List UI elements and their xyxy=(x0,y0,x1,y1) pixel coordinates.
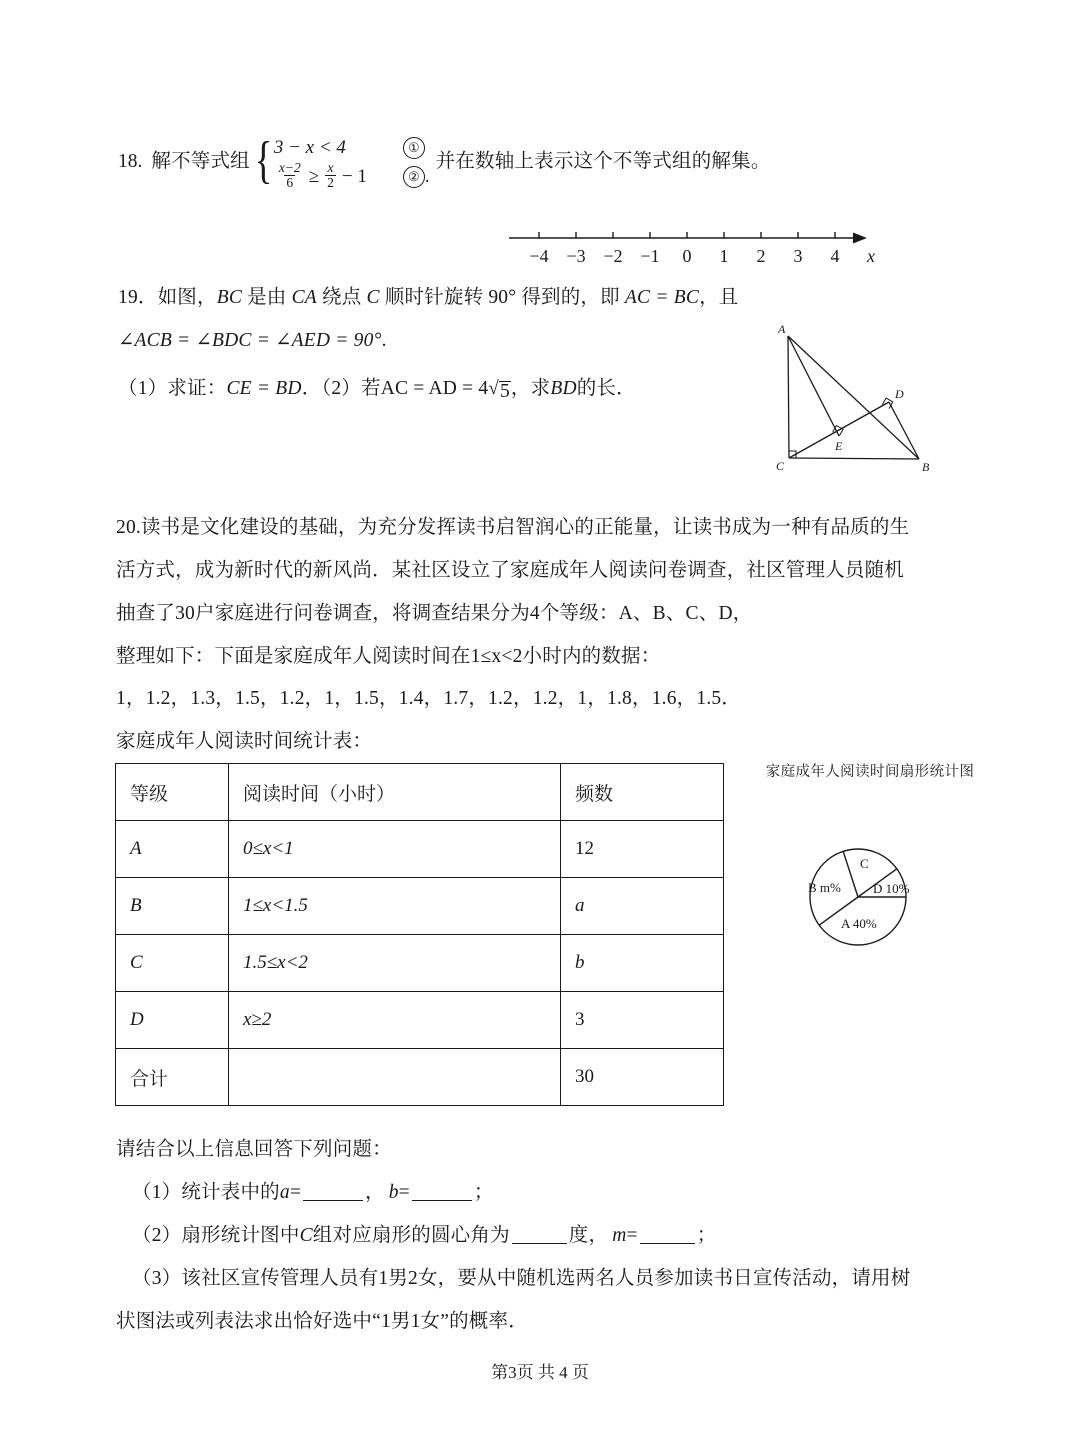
axis-ticks xyxy=(539,232,835,238)
q18-lead-text: 解不等式组 xyxy=(151,151,250,173)
point-c: C xyxy=(366,287,380,308)
cell-grade: A xyxy=(116,821,229,878)
q20-sub-question-3-line-1: （3）该社区宣传管理人员有1男2女，要从中随机选两名人员参加读书日宣传活动，请用树 xyxy=(132,1267,911,1289)
fraction-denominator: 6 xyxy=(286,175,294,190)
cell-total-frequency: 30 xyxy=(561,1049,724,1106)
radius-108deg xyxy=(843,851,858,897)
slice-label-C: C xyxy=(860,856,869,871)
label-B: B xyxy=(922,460,930,474)
relation-symbol: ≥ xyxy=(308,165,320,187)
equals-sign: = xyxy=(626,1224,638,1246)
cell-frequency: 3 xyxy=(561,992,724,1049)
marker-slot-2 xyxy=(403,162,430,191)
table-row xyxy=(116,878,724,935)
q20-sub-question-3-line-2: 状图法或列表法求出恰好选中“1男1女”的概率． xyxy=(116,1310,528,1332)
left-brace-glyph: { xyxy=(254,131,273,189)
axis-arrowhead xyxy=(853,233,867,244)
fraction-x-minus-2-over-6 xyxy=(277,161,303,190)
q18-number-line-figure xyxy=(505,218,877,270)
circled-number-1: ① xyxy=(403,137,425,159)
pie-chart-figure xyxy=(752,760,988,960)
q18-system xyxy=(251,133,367,191)
cell-total-range xyxy=(229,1049,561,1106)
pie-chart-svg xyxy=(752,785,988,960)
tick-label: 3 xyxy=(793,246,803,266)
cell-grade: C xyxy=(116,935,229,992)
circled-number-2: ② xyxy=(403,166,425,188)
q20-paragraph-line: 抽查了30户家庭进行问卷调查，将调查结果分为4个等级：A、B、C、D， xyxy=(116,602,753,624)
cell-frequency: a xyxy=(561,878,724,935)
column-header-reading-time: 阅读时间（小时） xyxy=(229,764,561,821)
equals-sign: = xyxy=(398,1181,410,1203)
table-total-row xyxy=(116,1049,724,1106)
q18-number: 18. xyxy=(118,151,143,172)
cell-frequency: b xyxy=(561,935,724,992)
question-19-line-1 xyxy=(118,288,738,308)
q19-text: ，求 xyxy=(510,378,551,399)
variable-a: a xyxy=(279,1181,290,1203)
cell-total-label: 合计 xyxy=(116,1049,229,1106)
q20-prompt: 请结合以上信息回答下列问题： xyxy=(116,1138,392,1160)
column-header-frequency: 频数 xyxy=(561,764,724,821)
q19-text: ，且 xyxy=(699,287,739,308)
fraction-numerator: x−2 xyxy=(278,159,301,175)
question-18 xyxy=(118,133,771,191)
table-row xyxy=(116,935,724,992)
q18-equations xyxy=(274,133,367,191)
inequality-tail: − 1 xyxy=(341,165,367,187)
q18-tail-text: 并在数轴上表示这个不等式组的解集。 xyxy=(435,151,771,173)
question-19-geometry-figure xyxy=(752,318,952,478)
answer-blank-b[interactable] xyxy=(412,1185,472,1201)
q18-period: . xyxy=(424,165,430,187)
relation-ac-bc: AC = BC xyxy=(624,287,700,308)
question-19-line-3 xyxy=(118,379,636,401)
pie-slice-labels xyxy=(808,856,910,931)
q18-inequality-1: 3 − x < 4 xyxy=(273,136,346,158)
tick-label: −2 xyxy=(603,246,623,266)
ac-ad-value: AC = AD = 4 xyxy=(380,378,489,399)
sub1-text: （1）统计表中的 xyxy=(132,1181,280,1203)
cell-range: 0≤x<1 xyxy=(229,821,561,878)
q19-subquestion-2: ．（2）若 xyxy=(301,378,381,399)
q20-sub-question-1 xyxy=(132,1171,910,1214)
q19-text: 19．如图， xyxy=(118,287,217,308)
slice-label-D: D 10% xyxy=(873,881,910,896)
marker-slot-1 xyxy=(403,133,430,162)
sub2-end: ； xyxy=(696,1224,717,1246)
separator: ， xyxy=(365,1181,385,1203)
sub2-text: （2）扇形统计图中 xyxy=(132,1224,300,1246)
q19-text: 是由 xyxy=(242,287,292,308)
segment-AE xyxy=(788,336,839,436)
question-20 xyxy=(116,506,909,763)
tick-label: 0 xyxy=(682,246,692,266)
cell-grade: D xyxy=(116,992,229,1049)
table-row xyxy=(116,821,724,878)
fraction-numerator: x xyxy=(327,159,334,175)
q18-statement-row xyxy=(118,133,771,191)
segment-ca: CA xyxy=(291,287,317,308)
label-E: E xyxy=(835,439,843,453)
tick-label: −3 xyxy=(566,246,586,266)
answer-blank-m[interactable] xyxy=(640,1228,695,1244)
tick-label: 2 xyxy=(756,246,766,266)
number-line-svg xyxy=(505,218,877,270)
segment-bc: BC xyxy=(216,287,243,308)
sub1-end: ； xyxy=(473,1181,494,1203)
reading-time-statistics-table xyxy=(115,763,724,1106)
column-header-grade: 等级 xyxy=(116,764,229,821)
question-19-line-2 xyxy=(118,331,387,351)
q20-table-caption: 家庭成年人阅读时间统计表： xyxy=(116,730,373,752)
tick-label: −4 xyxy=(529,246,549,266)
variable-m: m xyxy=(612,1224,627,1246)
tick-label: 1 xyxy=(719,246,729,266)
geometry-svg xyxy=(752,318,952,478)
pie-chart-title: 家庭成年人阅读时间扇形统计图 xyxy=(765,764,975,780)
q20-paragraph-line: 20.读书是文化建设的基础，为充分发挥读书启智润心的正能量，让读书成为一种有品质的生 xyxy=(116,516,910,538)
segment-bd: BD xyxy=(550,378,577,399)
q19-text: 绕点 xyxy=(316,287,367,308)
fraction-denominator: 2 xyxy=(327,175,334,190)
label-A: A xyxy=(778,322,786,336)
fraction-x-over-2 xyxy=(325,161,336,190)
cell-grade: B xyxy=(116,878,229,935)
cell-frequency: 12 xyxy=(561,821,724,878)
q20-sub-question-2 xyxy=(132,1214,910,1257)
tick-label: −1 xyxy=(640,246,660,266)
segment-DB xyxy=(889,402,919,459)
cell-range: x≥2 xyxy=(229,992,561,1049)
slice-label-B: B m% xyxy=(808,880,841,895)
vertex-labels xyxy=(776,322,930,474)
table-row xyxy=(116,992,724,1049)
q20-paragraph-line: 整理如下：下面是家庭成年人阅读时间在1≤x<2小时内的数据： xyxy=(116,645,661,667)
axis-variable-label: x xyxy=(867,246,875,266)
axis-tick-labels xyxy=(529,246,839,266)
q19-subquestion-1: （1）求证： xyxy=(118,378,227,399)
label-D: D xyxy=(895,387,904,401)
radical-sign: √ xyxy=(488,378,499,399)
q19-text: 顺时针旋转 90° 得到的，即 xyxy=(379,287,625,308)
answer-blank-angle[interactable] xyxy=(512,1228,567,1244)
table-header-row xyxy=(116,764,724,821)
variable-b: b xyxy=(388,1181,399,1203)
label-C: C xyxy=(776,459,785,473)
q18-inequality-2 xyxy=(274,159,367,191)
relation-ce-bd: CE = BD xyxy=(226,378,302,399)
q18-equation-markers xyxy=(403,133,430,191)
cell-range: 1.5≤x<2 xyxy=(229,935,561,992)
question-20-subquestions xyxy=(116,1128,910,1343)
equals-sign: = xyxy=(289,1181,302,1203)
q20-paragraph-line: 活方式，成为新时代的新风尚．某社区设立了家庭成年人阅读问卷调查，社区管理人员随机 xyxy=(116,559,905,581)
slice-label-A: A 40% xyxy=(841,916,877,931)
answer-blank-a[interactable] xyxy=(303,1185,363,1201)
q19-text: 的长． xyxy=(576,378,636,399)
page-footer: 第3页 共 4 页 xyxy=(491,1363,589,1382)
angle-conditions: ∠ACB = ∠BDC = ∠AED = 90° xyxy=(118,330,382,351)
q20-data-list: 1，1.2，1.3，1.5，1.2，1，1.5，1.4，1.7，1.2，1.2，1，1.8，1.6，1.5． xyxy=(116,688,742,710)
group-c: C xyxy=(299,1224,313,1246)
cell-range: 1≤x<1.5 xyxy=(229,878,561,935)
degree-unit: 度， xyxy=(568,1224,609,1246)
radicand: 5 xyxy=(499,380,510,402)
square-root-expression xyxy=(488,379,511,401)
segment-AC xyxy=(788,336,789,458)
q19-period: . xyxy=(381,330,387,351)
tick-label: 4 xyxy=(830,246,840,266)
sub2-text: 组对应扇形的圆心角为 xyxy=(312,1224,510,1246)
segment-CB xyxy=(789,458,919,459)
